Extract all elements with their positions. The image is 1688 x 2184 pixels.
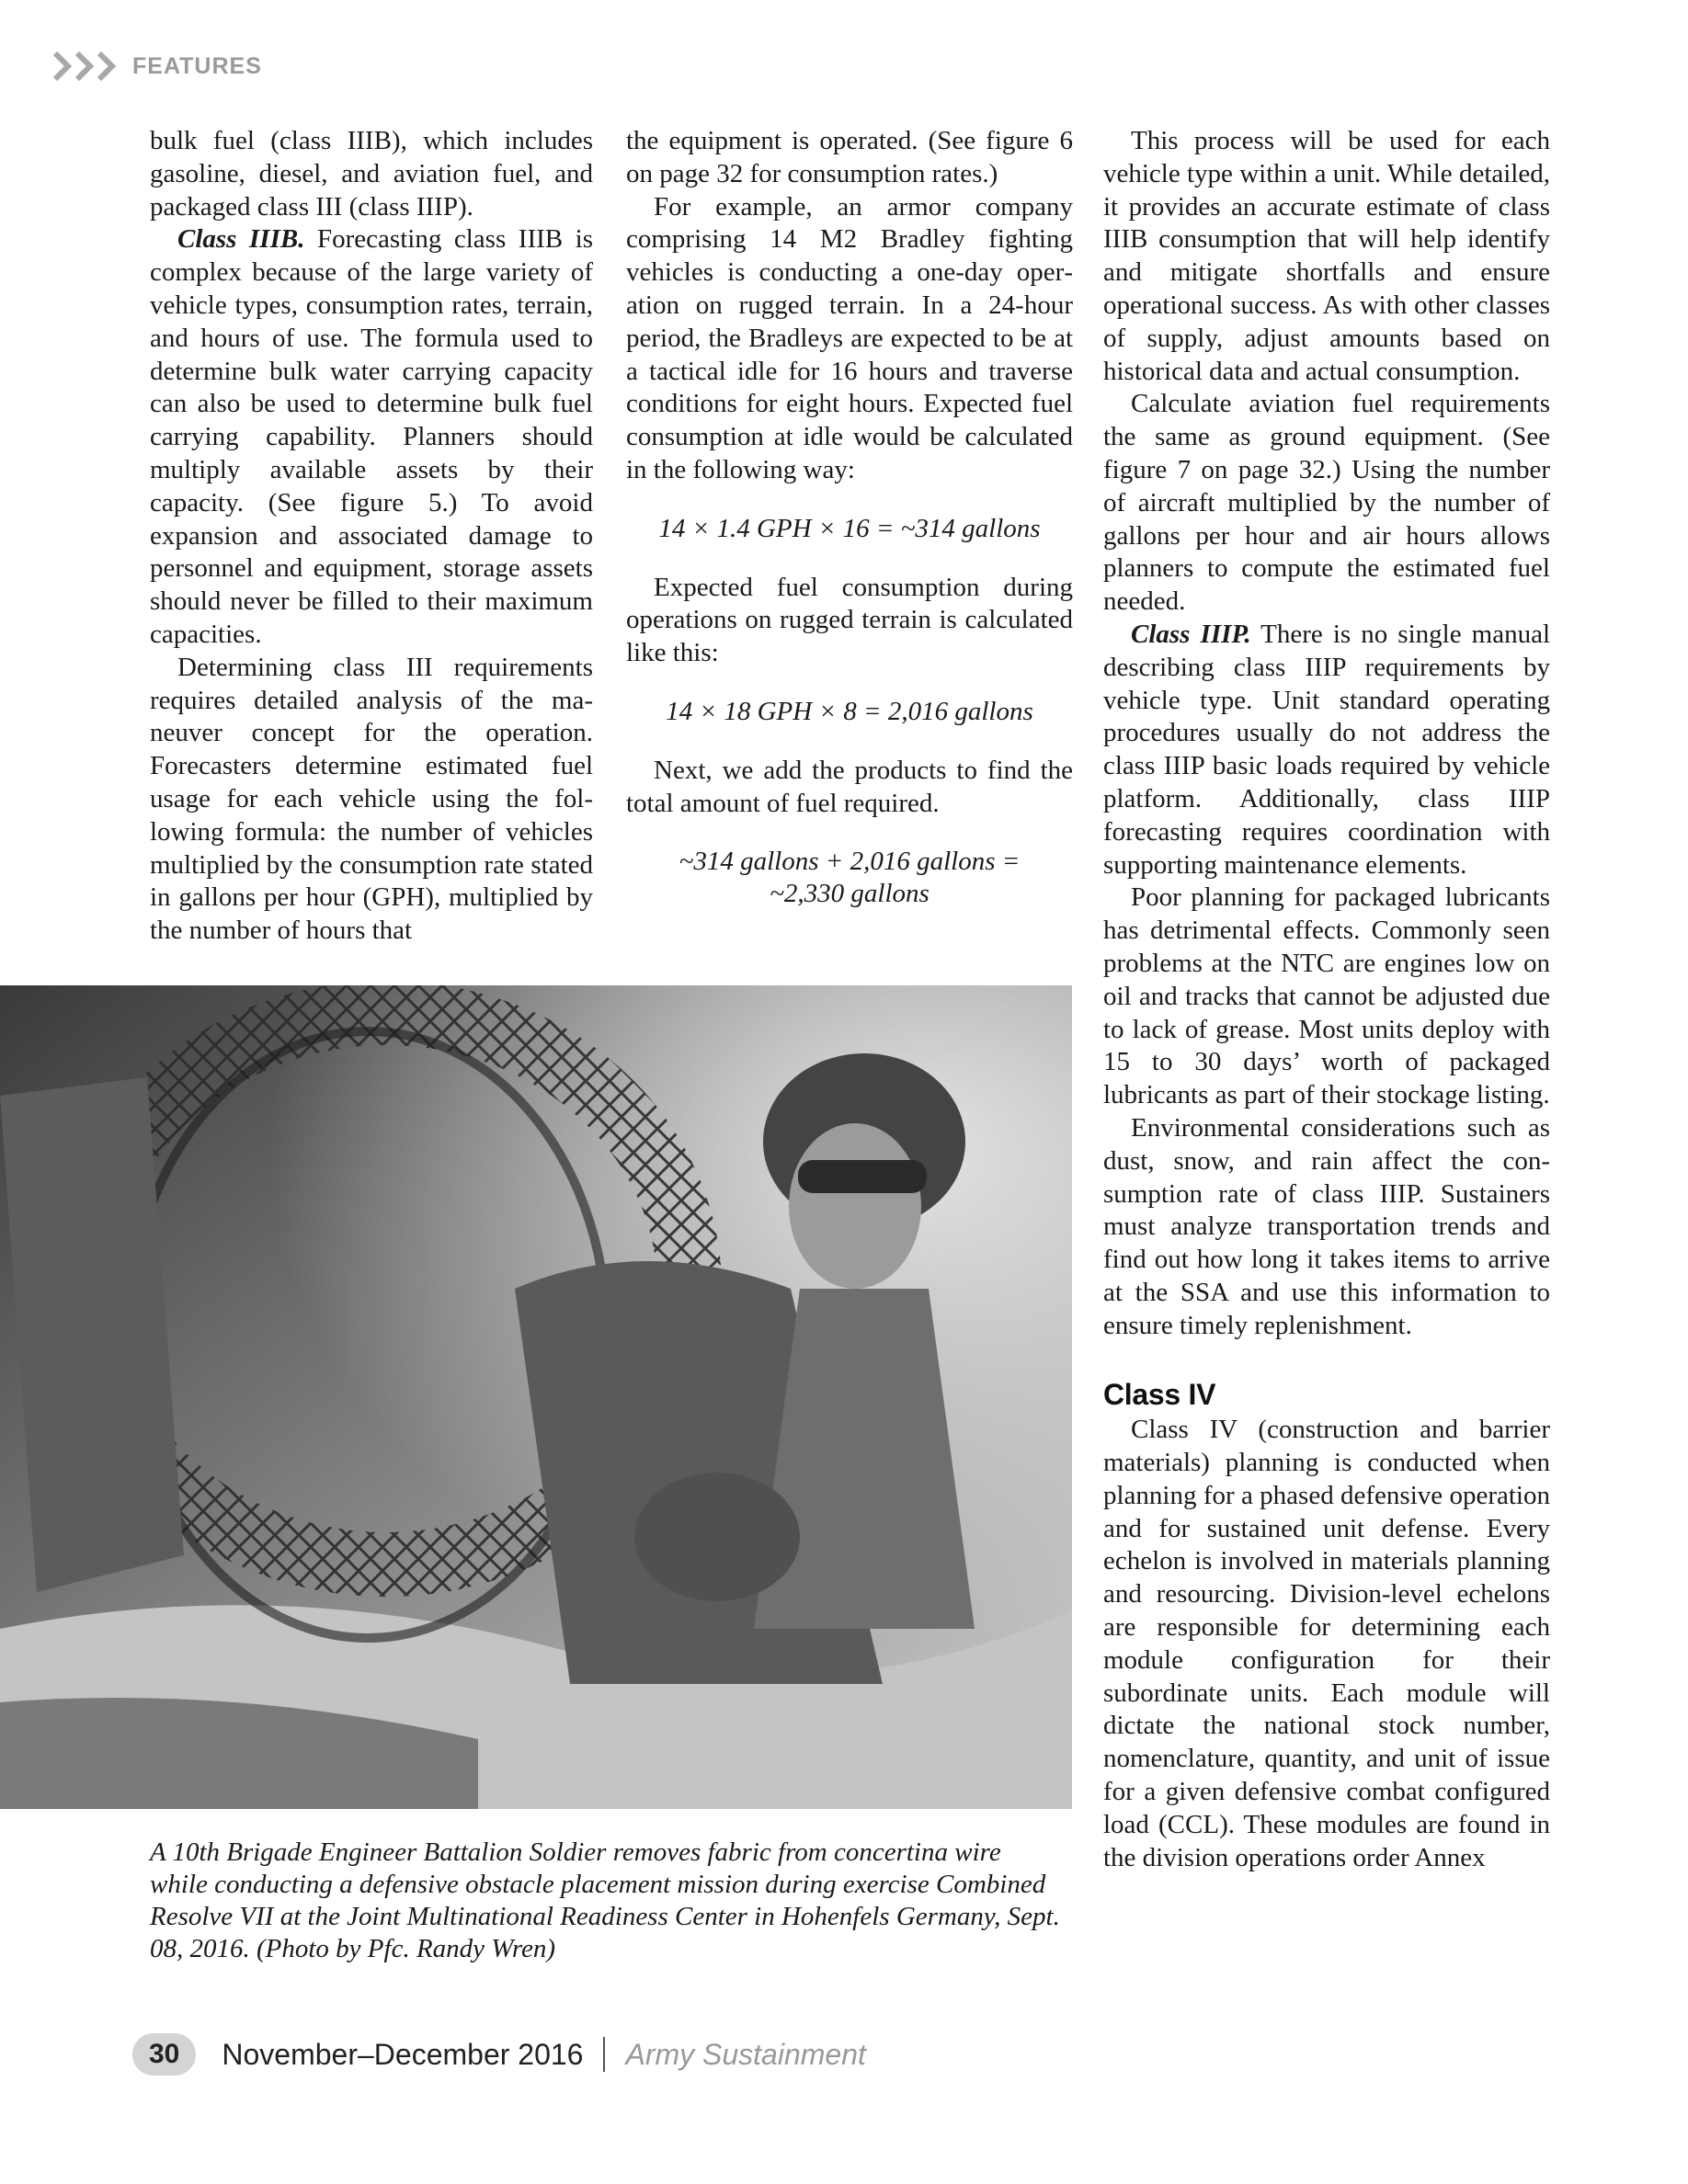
paragraph: Calculate aviation fuel requirements the same as ground equipment. (See figure 7 on page 32.) Using the number of aircraft multiplied by the number of gallons per hour and air hours allows planners to compute the estimated fuel needed.	[1103, 389, 1550, 617]
footer-divider	[603, 2037, 605, 2072]
column-1	[150, 125, 593, 948]
paragraph: Class IV (construction and barrier materials) planning is conducted when planning for a phased defensive operation and for sustained unit defense. Every echelon is involved in materials planning and resourcing. Division-level echelons are responsible for determining each module configuration for their subordinate units. Each module will dictate the national stock number, nomenclature, quantity, and unit of issue for a given defensive combat configured load (CCL). These modules are found in the division operations order Annex	[1103, 1415, 1550, 1872]
equation: 14 × 1.4 GPH × 16 = ~314 gallons	[658, 513, 1041, 543]
page-footer	[132, 2033, 866, 2076]
run-in-heading: Class IIIB.	[177, 224, 305, 255]
paragraph	[1103, 619, 1550, 882]
issue-date: November–December 2016	[222, 2037, 584, 2071]
section-heading: Class IV	[1103, 1378, 1216, 1412]
photo-caption: A 10th Brigade Engineer Battalion Soldier removes fabric from concertina wire while conducting a defensive obstacle placement mission during exercise Combined Resolve VII at the Joint Multinational Readiness Center in Hohenfels Germany, Sept. 08, 2016. (Photo by Pfc. Randy Wren)	[150, 1837, 1060, 1963]
paragraph: bulk fuel (class IIIB), which includes gasoline, diesel, and aviation fuel, and packaged class III (class IIIP).	[150, 126, 593, 222]
soldier-photo	[0, 985, 1072, 1809]
paragraph: Expected fuel consumption during operations on rugged terrain is calculated like this:	[626, 572, 1073, 668]
equation	[626, 846, 1073, 910]
column-2	[626, 125, 1073, 936]
triple-chevron-icon	[51, 50, 121, 83]
section-label: FEATURES	[132, 52, 262, 79]
equation-line: ~314 gallons + 2,016 gallons =	[679, 847, 1021, 877]
column-3	[1103, 125, 1550, 1874]
paragraph	[150, 223, 593, 651]
paragraph-text: Forecasting class IIIB is complex because of the large variety of vehicle types, consumption rates, terrain, and hours of use. The formula used to determine bulk water carrying capacity can also be used to determine bulk fuel carrying capability. Planners should multiply available assets by their capacity. (See figure 5.) To avoid expansion and associated damage to personnel and equipment, storage assets should never be filled to their maximum capacities.	[150, 224, 593, 649]
equation: 14 × 18 GPH × 8 = 2,016 gallons	[666, 696, 1033, 726]
magazine-title: Army Sustainment	[625, 2037, 866, 2071]
page-header	[51, 48, 262, 85]
paragraph: For example, an armor company comprising 14 M2 Bradley fighting vehicles is conducting a one-day operation on rugged terrain. In a 24-hour period, the Bradleys are expected to be at a tactical idle for 16 hours and traverse conditions for eight hours. Expected fuel consumption at idle would be calculated in the following way:	[626, 191, 1073, 484]
paragraph: Next, we add the products to find the total amount of fuel required.	[626, 755, 1073, 818]
paragraph: Poor planning for packaged lubricants has detrimental effects. Commonly seen problems at the NTC are engines low on oil and tracks that cannot be adjusted due to lack of grease. Most units deploy with 15 to 30 days’ worth of packaged lubricants as part of their stockage listing.	[1103, 882, 1550, 1110]
page-number: 30	[132, 2033, 196, 2076]
paragraph-text: There is no single manual describing class IIIP requirements by vehicle type. Unit standard operating procedures usually do not address the class IIIP basic loads required by vehicle platform. Additionally, class IIIP forecasting requires coordination with supporting maintenance elements.	[1103, 619, 1550, 880]
photo-illustration	[0, 985, 1072, 1809]
paragraph: Determining class III requirements requires detailed analysis of the maneuver concept for the operation. Forecasters determine estimated fuel usage for each vehicle using the following formula: the number of vehicles multiplied by the consumption rate stated in gallons per hour (GPH), multiplied by the number of hours that	[150, 652, 593, 946]
paragraph: This process will be used for each vehicle type within a unit. While detailed, it provides an accurate estimate of class IIIB consumption that will help identify and mitigate shortfalls and ensure operational success. As with other classes of supply, adjust amounts based on historical data and actual consumption.	[1103, 126, 1550, 386]
paragraph: the equipment is operated. (See figure 6 on page 32 for consumption rates.)	[626, 126, 1073, 188]
equation-line: ~2,330 gallons	[770, 879, 930, 909]
run-in-heading: Class IIIP.	[1131, 619, 1251, 649]
paragraph: Environmental considerations such as dust, snow, and rain affect the consumption rate of class IIIP. Sustainers must analyze transportation trends and find out how long it takes items to arrive at the SSA and use this information to ensure timely replenishment.	[1103, 1112, 1550, 1340]
